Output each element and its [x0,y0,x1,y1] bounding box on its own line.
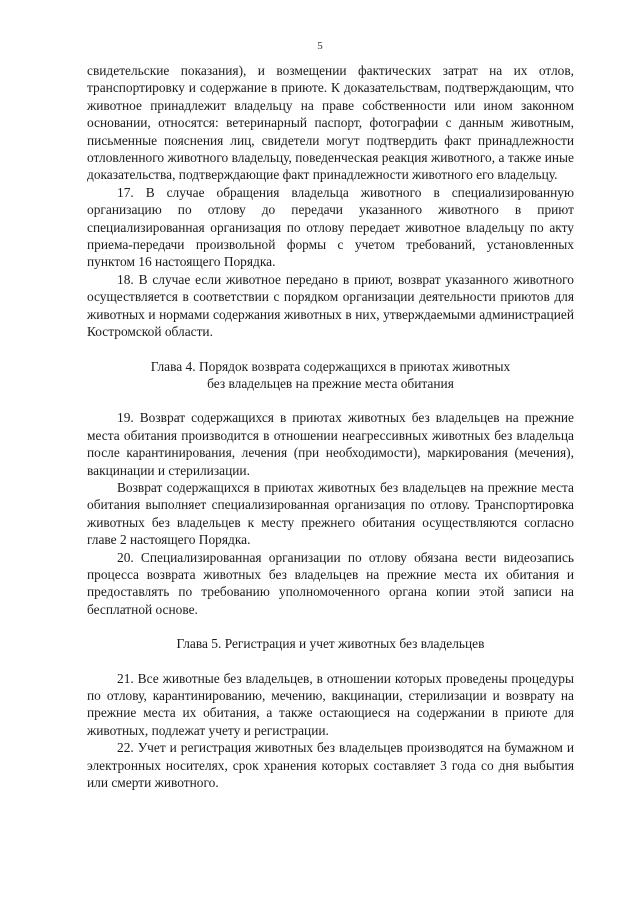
paragraph-21: 21. Все животные без владельцев, в отношении которых проведены процедуры по отлову, карантинированию, мечению, вакцинации, стерилизации и возврату на прежние места их обитания, а также остающиеся на содержании в приюте для животных, подлежат учету и регистрации. [87,670,574,738]
chapter-4-title-line-2: без владельцев на прежние места обитания [207,375,454,391]
chapter-5-title: Глава 5. Регистрация и учет животных без владельцев [176,636,485,652]
chapter-5-heading [87,635,574,652]
paragraph-17: 17. В случае обращения владельца животного в специализированную организацию по отлову до передачи указанного животного в приют специализированная организация по отлову передает животное владельцу по акту приема-передачи произвольной формы с учетом требований, установленных пунктом 16 настоящего Порядка. [87,184,574,270]
document-body [87,62,574,791]
paragraph-continued: свидетельские показания), и возмещении фактических затрат на их отлов, транспортировку и содержание в приюте. К доказательствам, подтверждающим, что животное принадлежит владельцу на праве собственности или ином законном основании, относятся: ветеринарный паспорт, фотографии с данным животным, письменные пояснения лиц, свидетели могут подтвердить факт принадлежности отловленного животного владельцу, поведенческая реакция животного, а также иные доказательства, подтверждающие факт принадлежности животного его владельцу. [87,63,574,183]
page-number: 5 [317,40,323,52]
chapter-4-heading [87,358,574,393]
chapter-4-title-line-1: Глава 4. Порядок возврата содержащихся в приютах животных [150,358,511,374]
paragraph-18: 18. В случае если животное передано в приют, возврат указанного животного осуществляется в соответствии с порядком организации деятельности приютов для животных и нормами содержания животных в них, утверждаемыми администрацией Костромской области. [87,271,574,340]
paragraph-22: 22. Учет и регистрация животных без владельцев производятся на бумажном и электронных носителях, срок хранения которых составляет 3 года со дня выбытия или смерти животного. [87,740,574,791]
paragraph-19-continued: Возврат содержащихся в приютах животных без владельцев на прежние места обитания выполняет специализированная организация по отлову. Транспортировка животных без владельцев к месту прежнего обитания осуществляются согласно главе 2 настоящего Порядка. [87,479,574,548]
paragraph-19: 19. Возврат содержащихся в приютах животных без владельцев на прежние места обитания производится в отношении неагрессивных животных без владельца после карантинирования, лечения (при необходимости), маркирования (мечения), вакцинации и стерилизации. [87,410,574,478]
paragraph-20: 20. Специализированная организации по отлову обязана вести видеозапись процесса возврата животных без владельцев на прежние места их обитания и предоставлять по требованию уполномоченного органа копии этой записи на бесплатной основе. [87,549,574,617]
